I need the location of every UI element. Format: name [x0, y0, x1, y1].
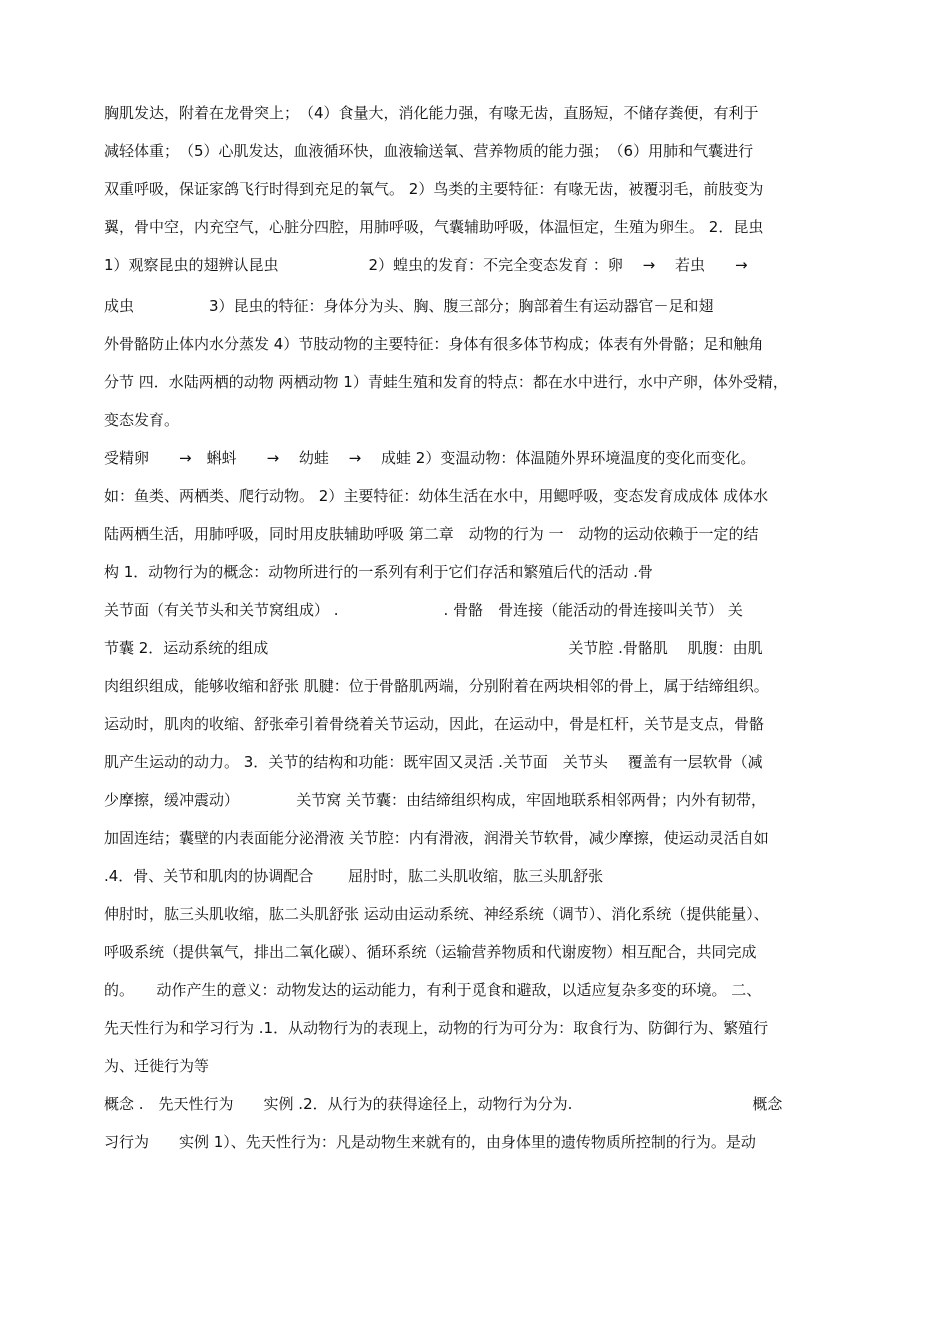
text-line: 习行为 实例 1）、先天性行为：凡是动物生来就有的，由身体里的遗传物质所控制的行为。是动 [104, 1133, 756, 1151]
text-line: 双重呼吸，保证家鸽飞行时得到充足的氧气。 2）鸟类的主要特征：有喙无齿，被覆羽毛，前肢变为 [104, 180, 764, 198]
text-line: 呼吸系统（提供氧气，排出二氧化碳）、循环系统（运输营养物质和代谢废物）相互配合，共同完成 [104, 943, 757, 961]
text-line: 减轻体重； （5）心肌发达，血液循环快，血液输送氧、营养物质的能力强； （6）用肺和气囊进行 [104, 142, 754, 160]
text-line: 伸肘时，肱三头肌收缩，肱二头肌舒张 运动由运动系统、神经系统（调节）、消化系统（提供能量）、 [104, 905, 769, 923]
text-line: 翼，骨中空，内充空气，心脏分四腔，用肺呼吸，气囊辅助呼吸，体温恒定，生殖为卵生。 2．昆虫 [104, 218, 764, 236]
text-line: 肌产生运动的动力。 3．关节的结构和功能：既牢固又灵活 .关节面 关节头 覆盖有一层软骨（减 [104, 753, 763, 771]
text-line: 少摩擦，缓冲震动） 关节窝 关节囊：由结缔组织构成，牢固地联系相邻两骨；内外有韧带， [104, 791, 767, 809]
text-line: 节囊 2．运动系统的组成 关节腔 .骨骼肌 肌腹：由肌 [104, 639, 763, 657]
text-line: 陆两栖生活，用肺呼吸，同时用皮肤辅助呼吸 第二章 动物的行为 一 动物的运动依赖于一定的结 [104, 525, 759, 543]
text-line: 加固连结；囊壁的内表面能分泌滑液 关节腔：内有滑液，润滑关节软骨，减少摩擦，使运动灵活自如 [104, 829, 769, 847]
text-line: 成虫 3）昆虫的特征：身体分为头、胸、腹三部分；胸部着生有运动器官－足和翅 [104, 297, 714, 315]
text-line: 受精卵 → 蝌蚪 → 幼蛙 → 成蛙 2）变温动物：体温随外界环境温度的变化而变化。 [104, 449, 756, 467]
text-line: 外骨骼防止体内水分蒸发 4）节肢动物的主要特征：身体有很多体节构成；体表有外骨骼；足和触角 [104, 335, 764, 353]
text-line: 变态发育。 [104, 411, 180, 429]
text-line: 关节面（有关节头和关节窝组成） . . 骨骼 骨连接（能活动的骨连接叫关节） 关 [104, 601, 743, 619]
text-line: 先天性行为和学习行为 .1．从动物行为的表现上，动物的行为可分为：取食行为、防御行为、繁殖行 [104, 1019, 769, 1037]
text-line: 的。 动作产生的意义：动物发达的运动能力，有利于觅食和避敌，以适应复杂多变的环境。 二、 [104, 981, 762, 999]
text-line: 1）观察昆虫的翅辨认昆虫 2）蝗虫的发育：不完全变态发育 ：卵 → 若虫 → [104, 256, 748, 274]
text-line: .4．骨、关节和肌肉的协调配合 屈肘时，肱二头肌收缩，肱三头肌舒张 [104, 867, 604, 885]
text-line: 运动时，肌肉的收缩、舒张牵引着骨绕着关节运动，因此，在运动中，骨是杠杆，关节是支点，骨骼 [104, 715, 765, 733]
text-line: 肉组织组成，能够收缩和舒张 肌腱：位于骨骼肌两端，分别附着在两块相邻的骨上，属于结缔组织。 [104, 677, 769, 695]
text-line: 胸肌发达，附着在龙骨突上； （4）食量大，消化能力强，有喙无齿，直肠短，不储存粪便，有利于 [104, 104, 759, 122]
text-line: 为、迁徙行为等 [104, 1057, 210, 1075]
text-line: 如：鱼类、两栖类、爬行动物。 2）主要特征：幼体生活在水中，用鳃呼吸，变态发育成成体 成体水 [104, 487, 769, 505]
text-line: 概念 . 先天性行为 实例 .2．从行为的获得途径上，动物行为分为. 概念 [104, 1095, 783, 1113]
text-line: 分节 四．水陆两栖的动物 两栖动物 1）青蛙生殖和发育的特点：都在水中进行，水中产卵，体外受精， [104, 373, 788, 391]
text-line: 构 1．动物行为的概念：动物所进行的一系列有利于它们存活和繁殖后代的活动 .骨 [104, 563, 653, 581]
